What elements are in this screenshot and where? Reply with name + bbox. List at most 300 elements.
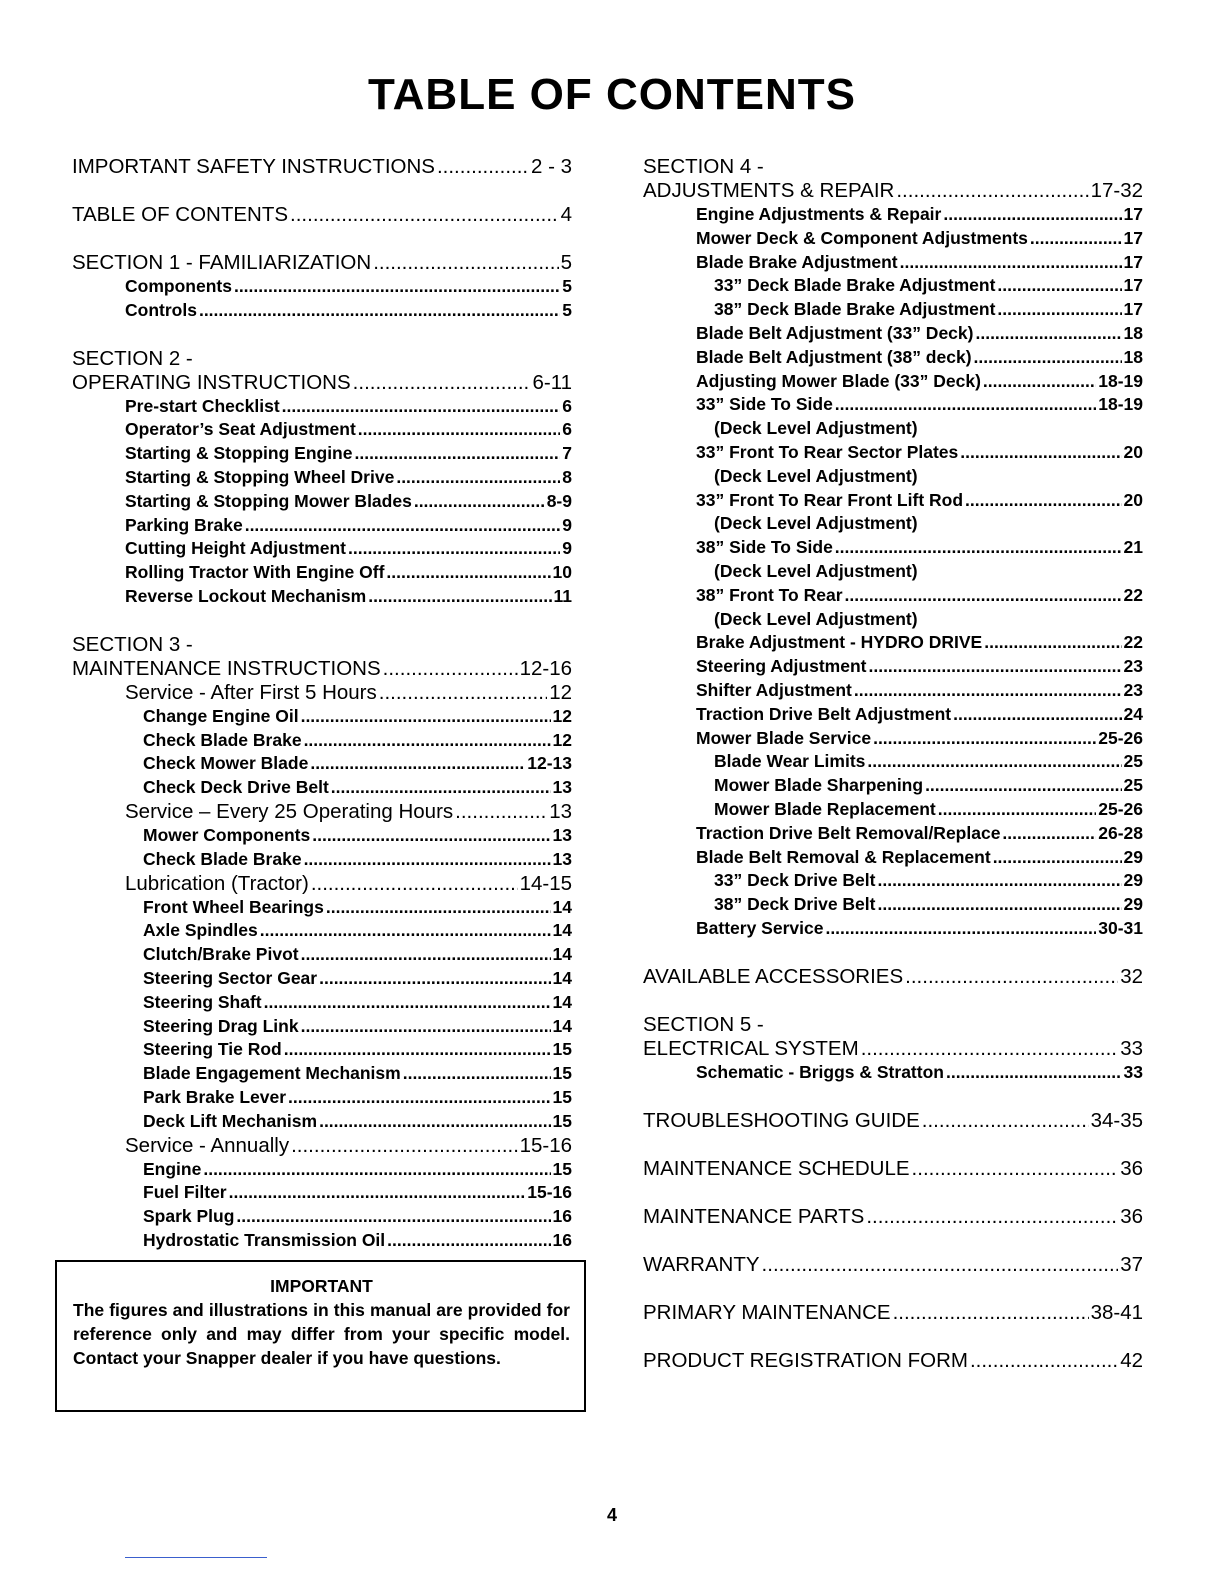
toc-entry-page: 6	[562, 419, 572, 440]
toc-entry-title: Blade Belt Removal & Replacement	[696, 846, 991, 867]
toc-dot-leader	[319, 1110, 550, 1134]
toc-entry-page: 13	[549, 799, 572, 823]
toc-entry-title: MAINTENANCE SCHEDULE	[643, 1156, 910, 1180]
toc-entry-page: 10	[552, 562, 572, 583]
toc-entry	[125, 490, 572, 514]
toc-entry-title: Cutting Height Adjustment	[125, 538, 346, 559]
toc-dot-leader	[835, 536, 1122, 560]
toc-dot-leader	[953, 703, 1121, 727]
toc-dot-leader	[861, 1037, 1119, 1061]
toc-entry-title: MAINTENANCE INSTRUCTIONS	[72, 656, 381, 680]
toc-entry-page: 17	[1123, 251, 1143, 272]
toc-entry-page: 8-9	[546, 490, 572, 511]
toc-dot-leader	[905, 965, 1118, 989]
toc-entry-title: MAINTENANCE PARTS	[643, 1204, 865, 1228]
toc-entry-title: Traction Drive Belt Adjustment	[696, 703, 952, 724]
toc-entry	[696, 370, 1143, 394]
toc-entry-title: Mower Deck & Component Adjustments	[696, 227, 1028, 248]
toc-left-column	[72, 155, 572, 1253]
toc-entry-page: 22	[1123, 584, 1143, 605]
toc-entry-title: Check Blade Brake	[143, 729, 302, 750]
toc-entry-title: ADJUSTMENTS & REPAIR	[643, 179, 895, 202]
toc-entry-page: 25-26	[1098, 727, 1143, 748]
toc-entry	[143, 991, 572, 1015]
toc-dot-leader	[993, 846, 1122, 870]
toc-entry	[696, 846, 1143, 870]
toc-entry-page: 29	[1123, 846, 1143, 867]
toc-heading: SECTION 3 -	[72, 632, 193, 656]
toc-entry-page: 25	[1123, 751, 1143, 772]
toc-entry	[696, 679, 1143, 703]
toc-entry	[143, 848, 572, 872]
toc-entry	[125, 537, 572, 561]
toc-entry-title: Reverse Lockout Mechanism	[125, 585, 367, 606]
toc-dot-leader	[373, 251, 558, 275]
toc-entry-title: Components	[125, 276, 232, 296]
toc-entry-title: Engine Adjustments & Repair	[696, 204, 942, 224]
toc-entry-title: Change Engine Oil	[143, 705, 299, 726]
toc-entry-title: Starting & Stopping Engine	[125, 443, 353, 464]
toc-entry-title: Steering Shaft	[143, 991, 262, 1012]
toc-heading: (Deck Level Adjustment)	[714, 560, 918, 581]
toc-entry-page: 22	[1123, 632, 1143, 653]
toc-dot-leader	[414, 490, 545, 514]
toc-entry	[696, 251, 1143, 275]
toc-entry	[143, 1086, 572, 1110]
toc-entry	[125, 418, 572, 442]
toc-dot-leader	[331, 776, 551, 800]
toc-entry	[125, 1134, 572, 1158]
toc-dot-leader	[970, 1349, 1118, 1373]
toc-entry	[125, 561, 572, 585]
toc-dot-leader	[1002, 822, 1096, 846]
toc-entry-page: 42	[1120, 1348, 1143, 1372]
toc-entry-page: 25-26	[1098, 798, 1143, 819]
toc-entry-title: OPERATING INSTRUCTIONS	[72, 370, 351, 394]
toc-heading: SECTION 2 -	[72, 346, 193, 370]
toc-entry	[696, 727, 1143, 751]
toc-entry-title: Steering Sector Gear	[143, 967, 318, 988]
toc-dot-leader	[229, 1181, 526, 1205]
toc-entry	[714, 774, 1143, 798]
toc-entry-title: 33” Front To Rear Sector Plates	[696, 441, 959, 462]
toc-entry-page: 15	[552, 1063, 572, 1084]
toc-entry-title: Blade Engagement Mechanism	[143, 1063, 401, 1084]
toc-entry	[143, 776, 572, 800]
toc-entry	[696, 655, 1143, 679]
toc-entry-title: TROUBLESHOOTING GUIDE	[643, 1108, 920, 1132]
toc-entry-page: 29	[1123, 870, 1143, 891]
toc-entry-page: 32	[1120, 964, 1143, 988]
toc-entry	[696, 489, 1143, 513]
toc-entry-page: 12	[552, 705, 572, 726]
toc-entry-title: 33” Deck Blade Brake Adjustment	[714, 275, 996, 296]
toc-entry-title: ELECTRICAL SYSTEM	[643, 1036, 859, 1060]
toc-entry	[143, 943, 572, 967]
toc-entry-page: 14	[552, 991, 572, 1012]
toc-dot-leader	[304, 848, 551, 872]
toc-entry-title: Park Brake Lever	[143, 1086, 287, 1107]
toc-entry-page: 18-19	[1098, 370, 1143, 391]
toc-entry	[125, 299, 572, 323]
toc-dot-leader	[301, 1015, 551, 1039]
toc-entry	[696, 703, 1143, 727]
toc-entry-page: 2 - 3	[530, 155, 572, 178]
toc-entry-title: Steering Drag Link	[143, 1015, 299, 1036]
toc-dot-leader	[199, 299, 560, 323]
toc-dot-leader	[974, 346, 1122, 370]
toc-entry-page: 18	[1123, 346, 1143, 367]
toc-entry-page: 34-35	[1090, 1108, 1143, 1132]
toc-entry-title: Check Blade Brake	[143, 848, 302, 869]
toc-entry-title: Steering Tie Rod	[143, 1039, 282, 1060]
toc-entry-page: 37	[1120, 1252, 1143, 1276]
toc-dot-leader	[304, 729, 551, 753]
toc-entry-page: 6	[562, 395, 572, 416]
toc-entry	[143, 729, 572, 753]
toc-entry-title: AVAILABLE ACCESSORIES	[643, 964, 904, 988]
toc-entry-title: Traction Drive Belt Removal/Replace	[696, 822, 1001, 843]
toc-dot-leader	[403, 1062, 551, 1086]
toc-entry-title: Parking Brake	[125, 514, 243, 535]
toc-dot-leader	[922, 1109, 1089, 1133]
toc-entry-page: 30-31	[1098, 917, 1143, 938]
toc-entry	[125, 395, 572, 419]
toc-entry-page: 15	[552, 1086, 572, 1107]
toc-entry	[643, 1109, 1143, 1133]
toc-entry	[696, 584, 1143, 608]
toc-entry-page: 36	[1120, 1156, 1143, 1180]
toc-entry-page: 5	[560, 251, 572, 274]
toc-entry	[143, 824, 572, 848]
toc-entry-title: Schematic - Briggs & Stratton	[696, 1061, 944, 1082]
toc-entry-title: Blade Wear Limits	[714, 751, 866, 772]
toc-entry	[696, 346, 1143, 370]
toc-entry-page: 20	[1123, 489, 1143, 510]
important-heading: IMPORTANT	[270, 1276, 373, 1296]
toc-entry-page: 12	[549, 680, 572, 704]
toc-dot-leader	[845, 584, 1122, 608]
toc-dot-leader	[946, 1061, 1122, 1085]
toc-entry-title: Service – Every 25 Operating Hours	[125, 799, 454, 823]
toc-entry-page: 12-13	[527, 753, 572, 774]
toc-dot-leader	[319, 967, 550, 991]
toc-entry-page: 13	[552, 777, 572, 798]
toc-right-column	[643, 155, 1143, 1373]
toc-entry-title: Check Mower Blade	[143, 753, 309, 774]
toc-entry-page: 23	[1123, 679, 1143, 700]
toc-entry	[696, 631, 1143, 655]
toc-entry-page: 12-16	[519, 656, 572, 680]
toc-dot-leader	[301, 943, 551, 967]
toc-entry-title: Adjusting Mower Blade (33” Deck)	[696, 370, 981, 391]
toc-dot-leader	[983, 370, 1096, 394]
toc-entry-page: 14	[552, 1015, 572, 1036]
toc-entry	[696, 917, 1143, 941]
toc-dot-leader	[943, 203, 1121, 227]
toc-entry-page: 23	[1123, 656, 1143, 677]
toc-entry	[72, 203, 572, 227]
toc-entry-title: Brake Adjustment - HYDRO DRIVE	[696, 632, 983, 653]
toc-dot-leader	[867, 750, 1121, 774]
toc-entry	[143, 705, 572, 729]
toc-dot-leader	[354, 442, 560, 466]
toc-entry-title: SECTION 1 - FAMILIARIZATION	[72, 251, 372, 274]
toc-entry	[72, 657, 572, 681]
toc-dot-leader	[877, 893, 1121, 917]
toc-dot-leader	[893, 1301, 1089, 1325]
toc-entry	[72, 155, 572, 179]
toc-entry-title: Service - After First 5 Hours	[125, 680, 377, 704]
toc-dot-leader	[260, 919, 551, 943]
toc-dot-leader	[965, 489, 1122, 513]
toc-dot-leader	[455, 800, 547, 824]
toc-dot-leader	[234, 275, 560, 299]
toc-entry	[143, 752, 572, 776]
toc-entry-page: 26-28	[1098, 822, 1143, 843]
toc-entry-page: 15-16	[527, 1182, 572, 1203]
toc-entry	[143, 896, 572, 920]
toc-dot-leader	[873, 727, 1096, 751]
toc-dot-leader	[284, 1038, 551, 1062]
toc-entry-title: Shifter Adjustment	[696, 679, 852, 700]
toc-dot-leader	[383, 657, 518, 681]
toc-entry-page: 15	[552, 1110, 572, 1131]
page-title: TABLE OF CONTENTS	[368, 70, 856, 119]
toc-entry-title: Clutch/Brake Pivot	[143, 944, 299, 965]
toc-entry-page: 18-19	[1098, 394, 1143, 415]
toc-dot-leader	[854, 679, 1122, 703]
toc-dot-leader	[938, 798, 1097, 822]
important-body: The figures and illustrations in this manual are provided for reference only and may differ from your specific model. Contact your Snapper dealer if you have questions.	[73, 1300, 570, 1368]
toc-dot-leader	[312, 824, 550, 848]
toc-entry-page: 18	[1123, 322, 1143, 343]
toc-entry	[143, 1181, 572, 1205]
toc-entry-page: 5	[562, 299, 572, 320]
toc-heading: SECTION 5 -	[643, 1012, 764, 1036]
toc-entry-page: 17	[1123, 275, 1143, 296]
toc-dot-leader	[288, 1086, 551, 1110]
toc-entry-page: 6-11	[532, 370, 572, 394]
toc-entry-page: 16	[552, 1206, 572, 1227]
toc-dot-leader	[203, 1158, 550, 1182]
toc-entry	[143, 1038, 572, 1062]
toc-entry-page: 14	[552, 896, 572, 917]
toc-dot-leader	[282, 395, 561, 419]
toc-entry-page: 17-32	[1090, 179, 1143, 202]
toc-entry-title: IMPORTANT SAFETY INSTRUCTIONS	[72, 155, 435, 178]
toc-entry	[125, 585, 572, 609]
toc-entry	[643, 1301, 1143, 1325]
toc-entry-page: 24	[1123, 703, 1143, 724]
toc-entry-title: Deck Lift Mechanism	[143, 1110, 318, 1131]
toc-entry-title: Service - Annually	[125, 1133, 290, 1157]
toc-entry	[643, 1157, 1143, 1181]
toc-dot-leader	[900, 251, 1122, 275]
toc-entry	[696, 203, 1143, 227]
toc-entry-page: 13	[552, 848, 572, 869]
toc-entry-page: 29	[1123, 894, 1143, 915]
toc-dot-leader	[396, 466, 560, 490]
toc-entry-title: Operator’s Seat Adjustment	[125, 419, 356, 440]
toc-entry-title: PRODUCT REGISTRATION FORM	[643, 1348, 968, 1372]
toc-entry	[143, 1062, 572, 1086]
toc-entry-title: 33” Deck Drive Belt	[714, 870, 876, 891]
toc-entry	[714, 798, 1143, 822]
toc-dot-leader	[997, 274, 1121, 298]
important-notice	[55, 1260, 586, 1412]
toc-dot-leader	[437, 155, 529, 179]
toc-entry-title: 38” Deck Blade Brake Adjustment	[714, 299, 996, 320]
toc-entry-title: 38” Side To Side	[696, 537, 833, 558]
toc-entry-title: Check Deck Drive Belt	[143, 777, 329, 798]
toc-entry-title: Pre-start Checklist	[125, 395, 280, 416]
toc-entry-page: 15	[552, 1158, 572, 1179]
toc-entry-page: 9	[562, 538, 572, 559]
toc-entry-title: Starting & Stopping Wheel Drive	[125, 466, 395, 487]
toc-entry	[125, 275, 572, 299]
toc-entry-title: 33” Side To Side	[696, 394, 833, 415]
toc-entry	[714, 750, 1143, 774]
toc-entry	[643, 179, 1143, 203]
toc-dot-leader	[825, 917, 1096, 941]
toc-entry-page: 14	[552, 944, 572, 965]
toc-dot-leader	[975, 322, 1121, 346]
toc-entry-title: Controls	[125, 299, 197, 320]
toc-dot-leader	[386, 561, 550, 585]
toc-entry-page: 11	[553, 585, 572, 606]
toc-entry-title: Spark Plug	[143, 1206, 235, 1227]
toc-entry-title: 38” Front To Rear	[696, 584, 843, 605]
toc-dot-leader	[358, 418, 560, 442]
toc-dot-leader	[912, 1157, 1119, 1181]
toc-dot-leader	[311, 872, 518, 896]
toc-entry-title: Mower Components	[143, 824, 311, 845]
toc-entry-title: Hydrostatic Transmission Oil	[143, 1229, 386, 1250]
toc-dot-leader	[368, 585, 551, 609]
toc-entry-page: 33	[1120, 1036, 1143, 1060]
toc-entry	[143, 1229, 572, 1253]
toc-entry	[696, 1061, 1143, 1085]
toc-entry-page: 15	[552, 1039, 572, 1060]
toc-entry	[714, 274, 1143, 298]
toc-entry-title: Engine	[143, 1158, 202, 1179]
toc-entry	[143, 919, 572, 943]
toc-entry	[143, 1015, 572, 1039]
toc-entry	[643, 1253, 1143, 1277]
toc-entry-title: 33” Front To Rear Front Lift Rod	[696, 489, 964, 510]
toc-dot-leader	[997, 298, 1121, 322]
toc-dot-leader	[925, 774, 1121, 798]
toc-entry	[696, 536, 1143, 560]
toc-entry-title: Starting & Stopping Mower Blades	[125, 490, 412, 511]
toc-entry	[125, 800, 572, 824]
toc-entry-page: 14	[552, 920, 572, 941]
toc-entry	[696, 322, 1143, 346]
toc-entry	[643, 1037, 1143, 1061]
toc-dot-leader	[1030, 227, 1122, 251]
toc-entry-page: 33	[1123, 1061, 1143, 1082]
toc-dot-leader	[877, 869, 1121, 893]
toc-entry-page: 16	[552, 1229, 572, 1250]
toc-entry	[125, 442, 572, 466]
toc-entry-page: 5	[562, 276, 572, 296]
toc-entry-title: Lubrication (Tractor)	[125, 871, 309, 895]
toc-dot-leader	[835, 393, 1096, 417]
toc-entry-page: 17	[1123, 227, 1143, 248]
toc-dot-leader	[291, 1134, 517, 1158]
toc-entry-title: Mower Blade Sharpening	[714, 775, 924, 796]
toc-entry	[714, 298, 1143, 322]
toc-entry	[143, 1205, 572, 1229]
toc-entry-title: TABLE OF CONTENTS	[72, 203, 289, 226]
toc-entry-title: Blade Belt Adjustment (33” Deck)	[696, 322, 974, 343]
toc-entry	[125, 681, 572, 705]
toc-entry	[696, 822, 1143, 846]
toc-entry-title: 38” Deck Drive Belt	[714, 894, 876, 915]
bottom-rule	[125, 1557, 267, 1558]
toc-entry-page: 7	[562, 443, 572, 464]
toc-entry-title: Blade Belt Adjustment (38” deck)	[696, 346, 972, 367]
toc-entry-page: 36	[1120, 1204, 1143, 1228]
toc-entry	[643, 965, 1143, 989]
toc-entry-page: 21	[1123, 537, 1143, 558]
toc-dot-leader	[290, 203, 559, 227]
toc-entry-page: 25	[1123, 775, 1143, 796]
toc-entry-page: 15-16	[519, 1133, 572, 1157]
toc-dot-leader	[301, 705, 551, 729]
toc-entry-page: 14	[552, 967, 572, 988]
toc-entry	[125, 466, 572, 490]
toc-dot-leader	[348, 537, 560, 561]
toc-entry-page: 17	[1123, 299, 1143, 320]
toc-heading: (Deck Level Adjustment)	[714, 513, 918, 534]
toc-entry-title: Front Wheel Bearings	[143, 896, 324, 917]
toc-dot-leader	[353, 371, 531, 395]
toc-heading: SECTION 4 -	[643, 155, 764, 178]
toc-entry-page: 12	[552, 729, 572, 750]
toc-dot-leader	[984, 631, 1121, 655]
toc-entry-page: 14-15	[519, 871, 572, 895]
toc-entry	[714, 893, 1143, 917]
toc-entry	[714, 869, 1143, 893]
toc-dot-leader	[960, 441, 1121, 465]
toc-entry-title: Mower Blade Service	[696, 727, 872, 748]
toc-dot-leader	[379, 681, 547, 705]
toc-entry	[72, 371, 572, 395]
toc-heading: (Deck Level Adjustment)	[714, 418, 918, 439]
toc-entry	[643, 1205, 1143, 1229]
toc-entry-title: WARRANTY	[643, 1252, 760, 1276]
toc-dot-leader	[264, 991, 551, 1015]
toc-entry-title: Rolling Tractor With Engine Off	[125, 562, 385, 583]
toc-dot-leader	[762, 1253, 1119, 1277]
toc-entry-title: Battery Service	[696, 917, 824, 938]
toc-entry-page: 4	[560, 203, 572, 226]
toc-heading: (Deck Level Adjustment)	[714, 608, 918, 629]
toc-entry-page: 9	[562, 514, 572, 535]
toc-dot-leader	[896, 179, 1088, 203]
toc-entry	[696, 227, 1143, 251]
toc-entry-title: Fuel Filter	[143, 1182, 227, 1203]
toc-dot-leader	[236, 1205, 550, 1229]
toc-entry-title: Steering Adjustment	[696, 656, 867, 677]
toc-dot-leader	[866, 1205, 1118, 1229]
toc-entry-page: 13	[552, 824, 572, 845]
toc-entry-title: Axle Spindles	[143, 920, 258, 941]
toc-dot-leader	[326, 896, 551, 920]
toc-entry	[696, 393, 1143, 417]
